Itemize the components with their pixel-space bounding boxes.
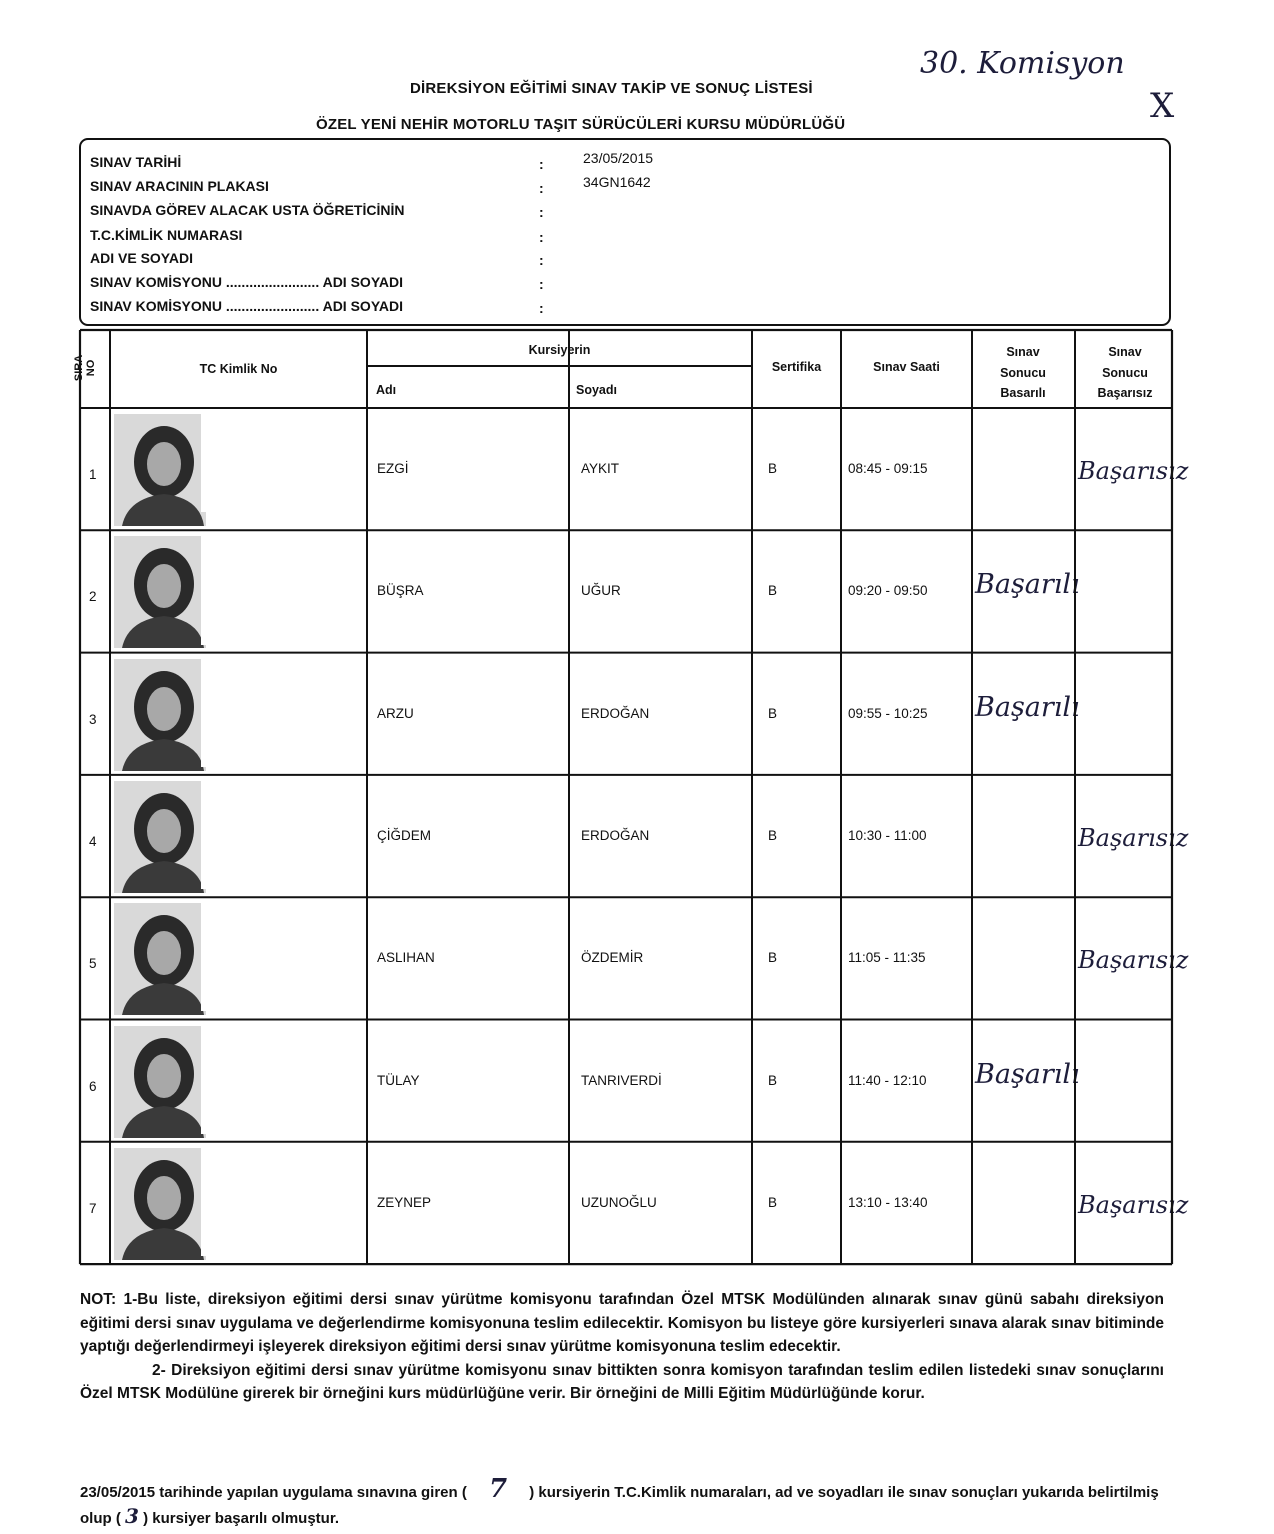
student-last-name: TANRIVERDİ — [581, 1072, 662, 1088]
student-photo — [114, 659, 206, 771]
summary-statement — [80, 1474, 1164, 1530]
exam-time: 09:55 - 10:25 — [848, 705, 928, 721]
info-colon: : — [539, 180, 544, 196]
summary-part-a: 23/05/2015 tarihinde yapılan uygulama sınavına giren ( — [80, 1484, 467, 1501]
header-sinav-saati: Sınav Saati — [873, 360, 940, 374]
student-first-name: ÇİĞDEM — [377, 828, 431, 844]
handwritten-result-passed: Başarılı — [975, 691, 1080, 723]
info-label: SINAVDA GÖREV ALACAK USTA ÖĞRETİCİNİN — [90, 202, 405, 218]
portrait-icon — [114, 903, 206, 1015]
row-number: 1 — [89, 467, 97, 483]
student-last-name: ERDOĞAN — [581, 828, 650, 844]
student-photo — [114, 781, 206, 893]
info-label: SINAV ARACININ PLAKASI — [90, 178, 269, 194]
header-basarili: Sınav Sonucu Basarılı — [1000, 345, 1046, 400]
info-label: T.C.KİMLİK NUMARASI — [90, 227, 243, 243]
handwritten-count: 7 — [489, 1474, 508, 1504]
handwritten-x-mark: X — [1150, 86, 1175, 126]
notes-block — [80, 1288, 1164, 1406]
row-number: 2 — [89, 589, 97, 605]
row-number: 7 — [89, 1200, 97, 1216]
redacted-tc-number — [201, 1020, 371, 1134]
student-first-name: ZEYNEP — [377, 1194, 432, 1210]
row-number: 5 — [89, 956, 97, 972]
info-label: ADI VE SOYADI — [90, 250, 193, 266]
summary-part-c: ) kursiyer başarılı olmuştur. — [143, 1509, 340, 1527]
info-colon: : — [539, 300, 544, 316]
certificate-class: B — [768, 1072, 778, 1088]
note-2: 2- Direksiyon eğitimi dersi sınav yürütme komisyonu sınav bittikten sonra komisyon tarafından teslim edilen listedeki sınav sonuçlarını Özel MTSK Modülüne girerek bir örneğini kurs müdürlüğüne verir. Bir örneğini de Milli Eğitim Müdürlüğünde korur. — [80, 1361, 1164, 1402]
header-sertifika: Sertifika — [771, 360, 822, 374]
handwritten-result-failed: Başarısız — [1078, 1190, 1189, 1219]
student-last-name: ERDOĞAN — [581, 705, 650, 721]
certificate-class: B — [768, 950, 778, 966]
exam-time: 08:45 - 09:15 — [848, 461, 928, 477]
portrait-icon — [114, 781, 206, 893]
handwritten-result-failed: Başarısız — [1078, 457, 1189, 486]
student-photo — [114, 1148, 206, 1260]
student-photo — [114, 903, 206, 1015]
handwritten-result-failed: Başarısız — [1078, 824, 1189, 853]
student-last-name: AYKIT — [581, 461, 620, 477]
portrait-icon — [114, 536, 206, 648]
redacted-tc-number — [201, 775, 371, 889]
redacted-tc-number — [201, 530, 371, 644]
certificate-class: B — [768, 705, 778, 721]
exam-time: 13:10 - 13:40 — [848, 1194, 928, 1210]
header-adi: Adı — [376, 383, 397, 397]
header-kursiyerin: Kursiyerin — [528, 343, 591, 357]
note-1: NOT: 1-Bu liste, direksiyon eğitimi dersi sınav yürütme komisyonu tarafından Özel MTSK Modülünden alınarak sınav günü sabahı direksiyon eğitimi dersi sınav uygulama ve değerlendirme komisyonuna teslim edilecektir. Komisyon bu listeye göre kursiyerleri sınava alarak sınav bitiminde yaptığı değerlendirmeyi işleyerek direksiyon eğitimi dersi sınav yürütme komisyonuna teslim edecektir. — [80, 1291, 1164, 1355]
exam-time: 09:20 - 09:50 — [848, 583, 928, 599]
redacted-tc-number — [201, 398, 371, 512]
row-number: 6 — [89, 1078, 97, 1094]
header-sira-no: SIRA NO — [73, 354, 97, 382]
info-label: SINAV KOMİSYONU ........................ ADI SOYADI — [90, 298, 403, 314]
info-colon: : — [539, 276, 544, 292]
student-first-name: ARZU — [377, 705, 414, 721]
student-first-name: BÜŞRA — [377, 583, 424, 599]
portrait-icon — [114, 659, 206, 771]
header-tc: TC Kimlik No — [199, 362, 278, 376]
portrait-icon — [114, 1026, 206, 1138]
certificate-class: B — [768, 583, 778, 599]
student-last-name: ÖZDEMİR — [581, 950, 644, 966]
certificate-class: B — [768, 1194, 778, 1210]
header-soyadi: Soyadı — [576, 383, 617, 397]
handwritten-commission-note: 30. Komisyon — [920, 46, 1125, 81]
student-photo — [114, 414, 206, 526]
handwritten-result-failed: Başarısız — [1078, 946, 1189, 975]
handwritten-result-passed: Başarılı — [975, 1058, 1080, 1090]
summary-part-b: ) kursiyerin T.C.Kimlik numaraları, ad ve soyadları ile sınav sonuçları yukarıda belirtilmiş olup ( — [80, 1484, 1159, 1527]
info-value: 23/05/2015 — [583, 150, 654, 166]
certificate-class: B — [768, 828, 778, 844]
student-photo — [114, 536, 206, 648]
exam-time: 10:30 - 11:00 — [848, 828, 927, 844]
exam-time: 11:05 - 11:35 — [848, 950, 926, 966]
info-colon: : — [539, 204, 544, 220]
row-number: 4 — [89, 834, 97, 850]
student-last-name: UĞUR — [581, 583, 621, 599]
portrait-icon — [114, 414, 206, 526]
portrait-icon — [114, 1148, 206, 1260]
document-title: DİREKSİYON EĞİTİMİ SINAV TAKİP VE SONUÇ LİSTESİ — [410, 80, 813, 97]
header-basarisiz: Sınav Sonucu Başarısız — [1097, 345, 1153, 400]
school-name: ÖZEL YENİ NEHİR MOTORLU TAŞIT SÜRÜCÜLERİ KURSU MÜDÜRLÜĞÜ — [316, 116, 846, 133]
student-first-name: TÜLAY — [377, 1072, 420, 1088]
student-first-name: EZGİ — [377, 461, 409, 477]
row-number: 3 — [89, 711, 97, 727]
redacted-tc-number — [201, 1142, 371, 1256]
certificate-class: B — [768, 461, 778, 477]
exam-time: 11:40 - 12:10 — [848, 1072, 927, 1088]
info-colon: : — [539, 156, 544, 172]
info-label: SINAV TARİHİ — [90, 154, 182, 170]
student-photo — [114, 1026, 206, 1138]
student-last-name: UZUNOĞLU — [581, 1194, 657, 1210]
info-label: SINAV KOMİSYONU ........................ ADI SOYADI — [90, 274, 403, 290]
redacted-tc-number — [201, 653, 371, 767]
handwritten-passed-count: 3 — [125, 1503, 139, 1528]
info-value: 34GN1642 — [583, 174, 651, 190]
redacted-tc-number — [201, 897, 371, 1011]
info-colon: : — [539, 229, 544, 245]
student-first-name: ASLIHAN — [377, 950, 435, 966]
handwritten-result-passed: Başarılı — [975, 569, 1080, 601]
info-colon: : — [539, 252, 544, 268]
